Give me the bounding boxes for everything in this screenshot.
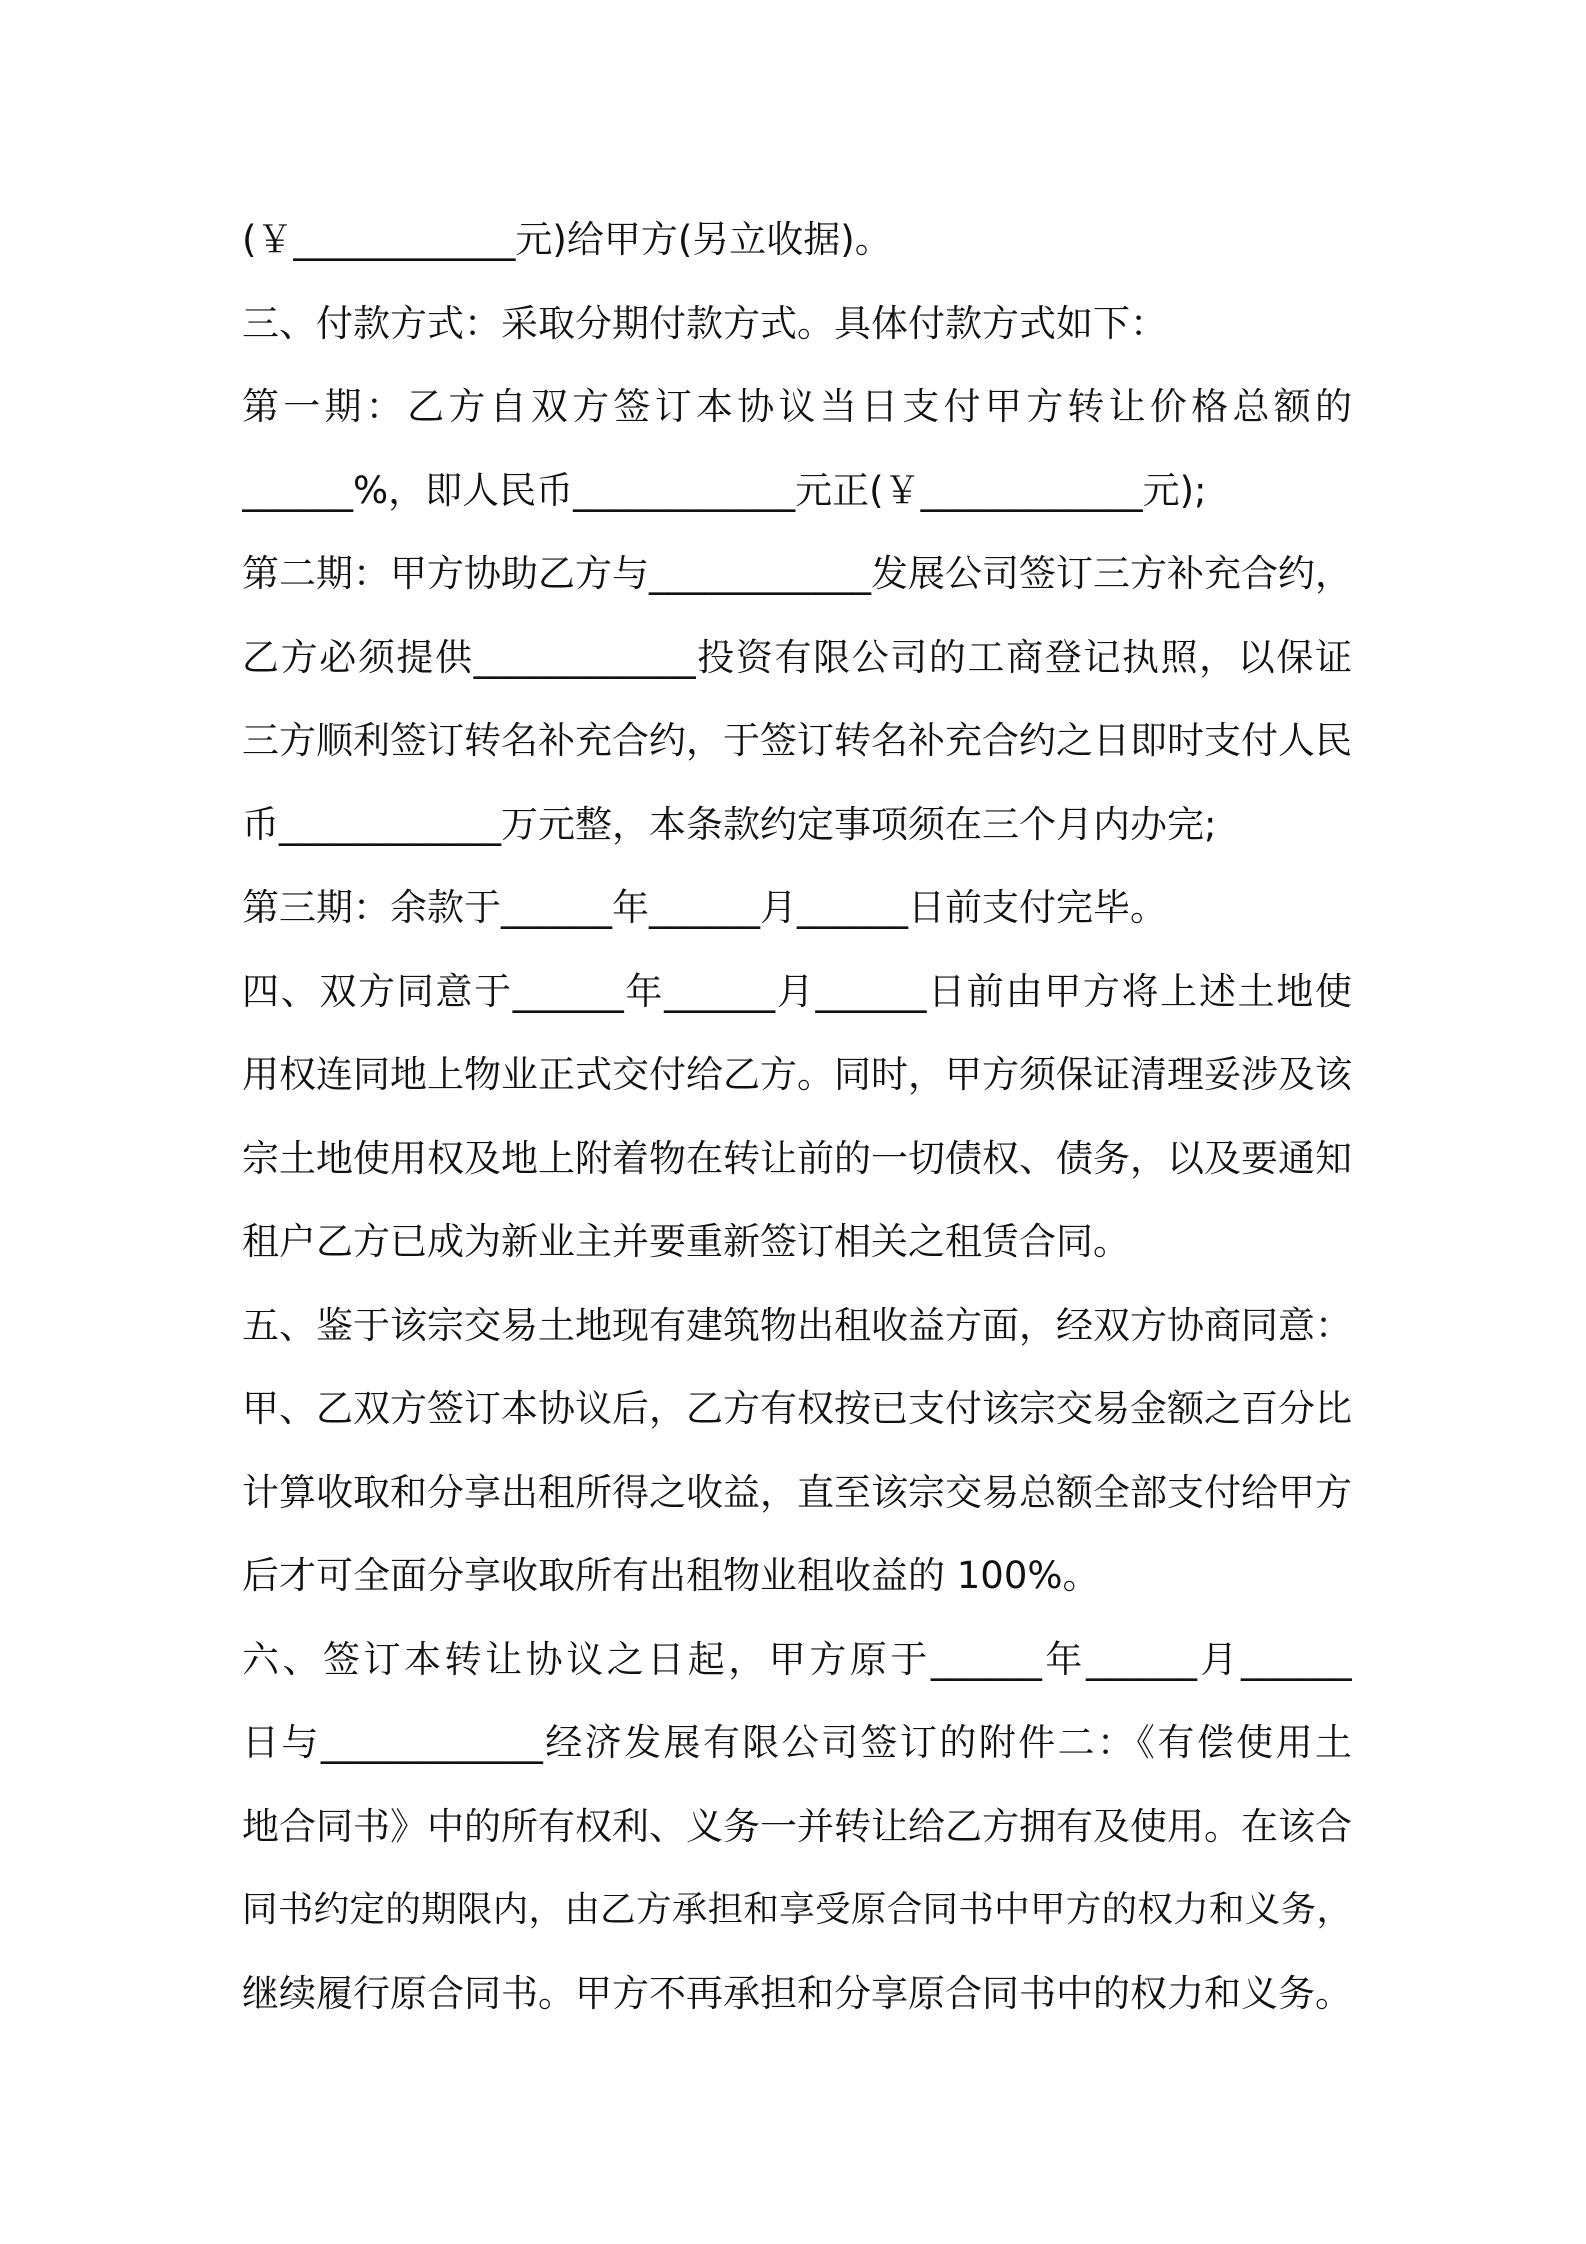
text-line-6: 乙方必须提供____________投资有限公司的工商登记执照，以保证	[242, 635, 1352, 679]
text-line-18: 六、签订本转让协议之日起，甲方原于______年______月______	[242, 1637, 1352, 1681]
text-line-11: 用权连同地上物业正式交付给乙方。同时，甲方须保证清理妥涉及该	[242, 1053, 1352, 1096]
text-line-19: 日与____________经济发展有限公司签订的附件二：《有偿使用土	[242, 1721, 1352, 1764]
text-line-1: (￥____________元)给甲方(另立收据)。	[242, 218, 892, 261]
text-line-5: 第二期：甲方协助乙方与____________发展公司签订三方补充合约，	[242, 552, 1352, 595]
document-body	[242, 198, 1352, 2035]
text-line-17: 后才可全面分享收取所有出租物业租收益的 100%。	[242, 1554, 1100, 1597]
text-line-8: 币____________万元整，本条款约定事项须在三个月内办完;	[242, 802, 1217, 846]
text-line-16: 计算收取和分享出租所得之收益，直至该宗交易总额全部支付给甲方	[242, 1470, 1352, 1514]
text-line-2: 三、付款方式：采取分期付款方式。具体付款方式如下：	[242, 301, 1167, 345]
text-line-10: 四、双方同意于______年______月______日前由甲方将上述土地使	[242, 969, 1352, 1013]
text-line-3: 第一期：乙方自双方签订本协议当日支付甲方转让价格总额的	[242, 385, 1352, 428]
text-line-7: 三方顺利签订转名补充合约，于签订转名补充合约之日即时支付人民	[242, 719, 1352, 762]
text-line-13: 租户乙方已成为新业主并要重新签订相关之租赁合同。	[242, 1220, 1130, 1263]
text-line-15: 甲、乙双方签订本协议后，乙方有权按已支付该宗交易金额之百分比	[242, 1387, 1352, 1430]
text-line-22: 继续履行原合同书。甲方不再承担和分享原合同书中的权力和义务。	[242, 1971, 1352, 2015]
text-line-4: ______%，即人民币____________元正(￥____________元);	[242, 468, 1207, 512]
text-line-14: 五、鉴于该宗交易土地现有建筑物出租收益方面，经双方协商同意：	[242, 1303, 1352, 1347]
text-line-21: 同书约定的期限内，由乙方承担和享受原合同书中甲方的权力和义务，	[242, 1889, 1352, 1930]
text-line-12: 宗土地使用权及地上附着物在转让前的一切债权、债务，以及要通知	[242, 1136, 1352, 1180]
text-line-9: 第三期：余款于______年______月______日前支付完毕。	[242, 886, 1167, 929]
text-line-20: 地合同书》中的所有权利、义务一并转让给乙方拥有及使用。在该合	[242, 1804, 1352, 1848]
